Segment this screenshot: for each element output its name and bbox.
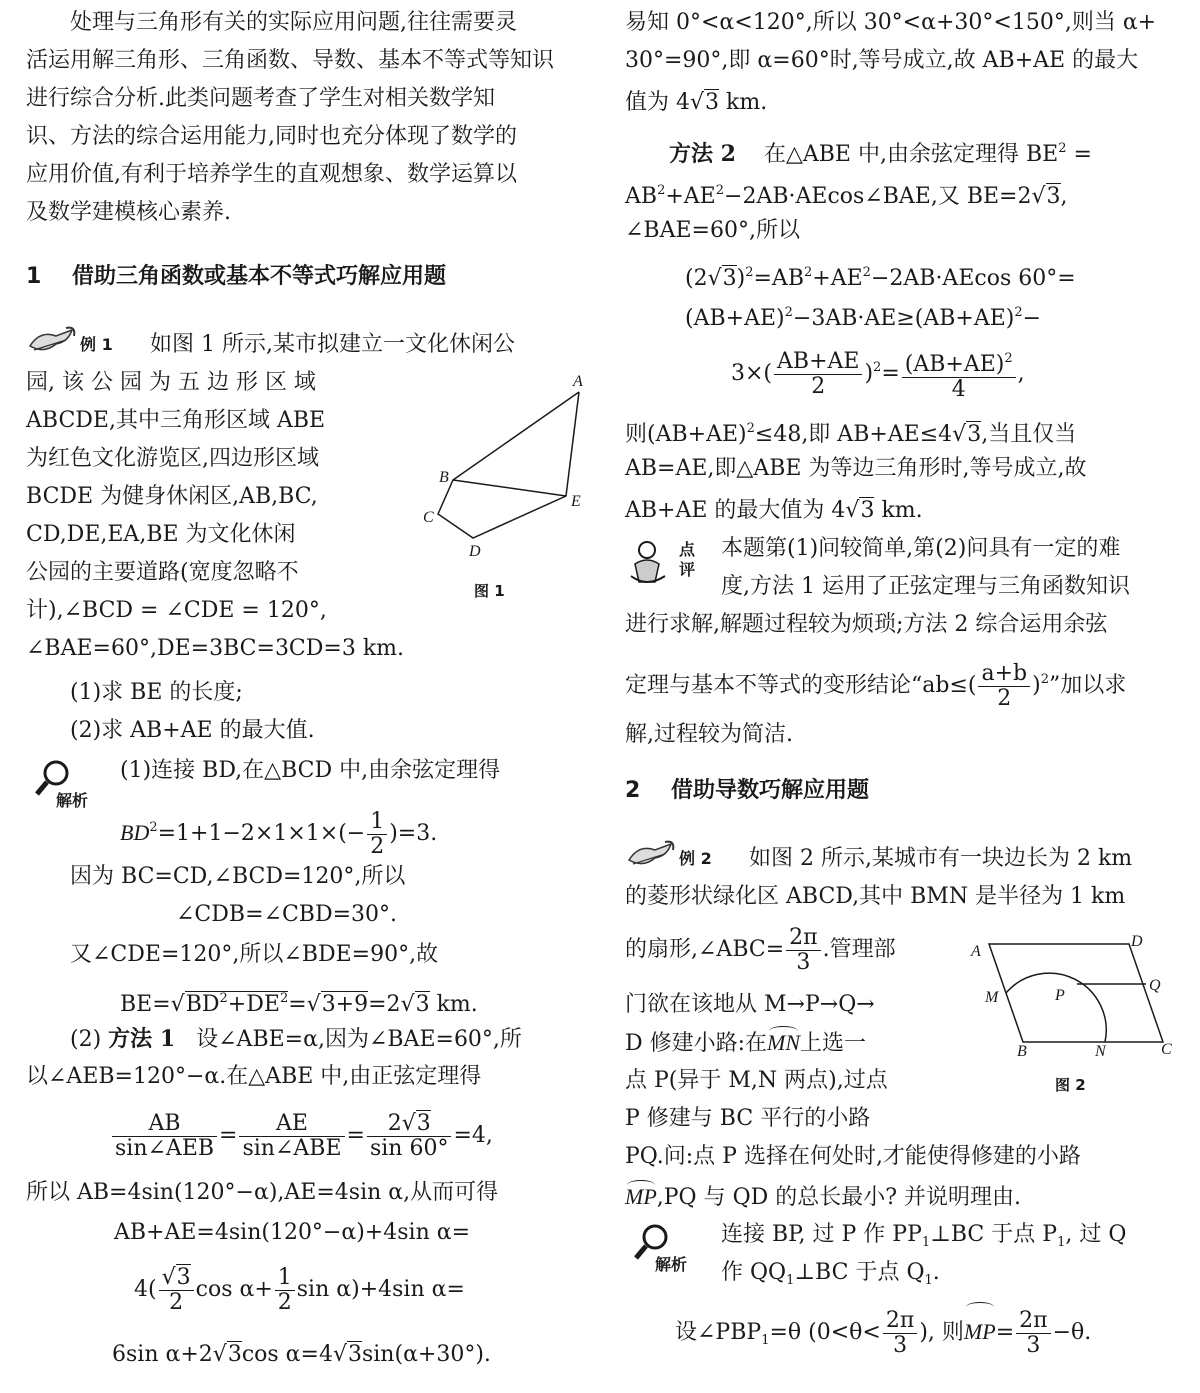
- figure-2-label: D: [1131, 933, 1143, 950]
- intro-line: 应用价值,有利于培养学生的直观想象、数学运算以: [26, 162, 517, 187]
- example-scroll-icon: [625, 838, 677, 872]
- figure-2-label: C: [1161, 1041, 1172, 1058]
- example-1-tag: 例 1: [80, 335, 113, 354]
- solution-line: 设$\angle PBP_1=\theta$ (0<θ< $\frac{2\pi}{3}$ ), 则MP= $\frac{2\pi}{3}$ −θ.: [675, 1304, 1091, 1369]
- text-line: 值为 4√3 km.: [625, 90, 768, 115]
- figure-2-label: M: [985, 989, 999, 1006]
- example-1-line: 计),∠BCD = ∠CDE = 120°,: [26, 598, 327, 623]
- figure-1-caption: 图 1: [474, 582, 505, 600]
- example-1-line: 公园的主要道路(宽度忽略不: [26, 560, 299, 585]
- method-2-line: ∠BAE=60°,所以: [625, 218, 800, 243]
- comment-line: 进行求解,解题过程较为烦琐;方法 2 综合运用余弦: [625, 612, 1108, 637]
- figure-1-label: E: [571, 493, 581, 510]
- intro-line: 识、方法的综合运用能力,同时也充分体现了数学的: [26, 124, 517, 149]
- example-scroll-icon: [26, 324, 78, 358]
- example-2-line: 点 P(异于 M,N 两点),过点: [625, 1068, 888, 1093]
- equation-sine-law: $\frac{AB}{\text{sin∠AEB}}$ = $\frac{AE}{\text{sin∠ABE}}$ = $\frac{2√3}{\sin 60^\circ}$ =4,: [110, 1106, 493, 1166]
- equation-sum-1: AB+AE=4sin(120°−α)+4sin α=: [114, 1220, 471, 1245]
- figure-2-label: B: [1017, 1043, 1027, 1060]
- comment-line: 度,方法 1 运用了正弦定理与三角函数知识: [721, 574, 1130, 599]
- example-2-line: 门欲在该地从 M→P→Q→: [625, 992, 875, 1017]
- example-2-tag: 例 2: [679, 849, 712, 868]
- example-1-line: CD,DE,EA,BE 为文化休闲: [26, 522, 296, 547]
- comment-line: 解,过程较为简洁.: [625, 722, 793, 747]
- figure-1-label: B: [439, 469, 449, 486]
- equation-sum-2: 4( $\frac{√3}{2}$ cos α+ $\frac{1}{2}$ sin α)+4sin α=: [134, 1264, 465, 1315]
- solution-line: 作 $QQ_1\perp BC$ 于点 $Q_1$.: [721, 1260, 940, 1288]
- method-1-line: 以∠AEB=120°−α.在△ABE 中,由正弦定理得: [26, 1064, 482, 1089]
- solution-line: 所以 AB=4sin(120°−α),AE=4sin α,从而可得: [26, 1180, 499, 1205]
- example-1-line: 为红色文化游览区,四边形区域: [26, 446, 319, 471]
- solution-line: 连接 BP, 过 P 作 $PP_1\perp BC$ 于点 $P_1$, 过 Q: [721, 1222, 1127, 1250]
- example-2-line: 的菱形状绿化区 ABCD,其中 BMN 是半径为 1 km: [625, 884, 1126, 909]
- intro-line: 进行综合分析.此类问题考查了学生对相关数学知: [26, 86, 495, 111]
- example-2-line: D 修建小路:在MN上选一: [625, 1028, 866, 1059]
- figure-2-label: N: [1095, 1043, 1106, 1060]
- example-1-line: BCDE 为健身休闲区,AB,BC,: [26, 484, 318, 509]
- figure-2-label: P: [1055, 987, 1065, 1004]
- equation-sum-3: 6sin α+2√3cos α=4√3sin(α+30°).: [112, 1342, 491, 1367]
- comment-figure-icon: [625, 536, 677, 588]
- text-line: AB=AE,即△ABE 为等边三角形时,等号成立,故: [625, 456, 1087, 481]
- equation-angles: ∠CDB=∠CBD=30°.: [176, 902, 397, 927]
- example-1-line: ∠BAE=60°,DE=3BC=3CD=3 km.: [26, 636, 405, 661]
- solution-line: 因为 BC=CD,∠BCD=120°,所以: [70, 864, 406, 889]
- section-title: 借助导数巧解应用题: [670, 778, 869, 803]
- example-2-line: MP,PQ 与 QD 的总长最小? 并说明理由.: [625, 1182, 1021, 1213]
- method-1-line: (2) 方法 1 设∠ABE=α,因为∠BAE=60°,所: [70, 1026, 522, 1052]
- equation-m2-1: $(2√3)^2=AB^2+AE^2-2AB\cdot AEcos$ 60°=: [685, 265, 1076, 291]
- equation-m2-3: 3×( $\frac{AB+AE}{2}$ )$^2$= $\frac{(AB+AE)^2}{4}$ ,: [731, 348, 1025, 402]
- figure-2-caption: 图 2: [1055, 1076, 1086, 1094]
- intro-line: 处理与三角形有关的实际应用问题,往往需要灵: [70, 10, 517, 35]
- example-2-line: P 修建与 BC 平行的小路: [625, 1106, 871, 1131]
- section-number: 1: [26, 264, 42, 289]
- question-1: (1)求 BE 的长度;: [70, 680, 243, 705]
- figure-1-label: A: [573, 373, 583, 390]
- text-line: 30°=90°,即 α=60°时,等号成立,故 AB+AE 的最大: [625, 48, 1139, 73]
- figure-1-label: C: [423, 509, 434, 526]
- section-number: 2: [625, 778, 641, 803]
- equation-bd: $BD^2=1+1-2\times 1\times 1\times(-$ $\frac{1}{2}$ )=3.: [120, 808, 438, 859]
- question-2: (2)求 AB+AE 的最大值.: [70, 718, 315, 743]
- example-1-line: 园, 该 公 园 为 五 边 形 区 域: [26, 370, 316, 395]
- text-line: 易知 0°<α<120°,所以 30°<α+30°<150°,则当 α+: [625, 10, 1157, 35]
- equation-be: $BE=√BD^2+DE^2=√3+9=2√3$ km.: [120, 991, 478, 1017]
- analysis-tag: 解析: [655, 1255, 688, 1274]
- figure-2-rhombus: [965, 928, 1175, 1068]
- method-2-line: $AB^2+AE^2-2AB\cdot AEcos\angle BAE$,又 BE=2√3,: [625, 183, 1068, 209]
- method-2-line: 方法 2 在△ABE 中,由余弦定理得 $BE^2$ =: [669, 141, 1092, 167]
- example-2-line: 的扇形,∠ABC= $\frac{2\pi}{3}$ .管理部: [625, 924, 896, 975]
- example-1-line: 如图 1 所示,某市拟建立一文化休闲公: [150, 332, 515, 357]
- solution-line: 又∠CDE=120°,所以∠BDE=90°,故: [70, 942, 439, 967]
- example-2-line: PQ.问:点 P 选择在何处时,才能使得修建的小路: [625, 1144, 1081, 1169]
- comment-tag: 点评: [679, 540, 696, 579]
- text-line: AB+AE 的最大值为 4√3 km.: [625, 498, 923, 523]
- comment-line: 本题第(1)问较简单,第(2)问具有一定的难: [721, 536, 1121, 561]
- example-1-line: ABCDE,其中三角形区域 ABE: [26, 408, 326, 433]
- intro-line: 活运用解三角形、三角函数、导数、基本不等式等知识: [26, 48, 555, 73]
- equation-m2-2: $(AB+AE)^2-3AB\cdot AE\ge(AB+AE)^2-$: [685, 305, 1042, 331]
- section-heading-1: [26, 262, 446, 292]
- analysis-tag: 解析: [56, 791, 89, 810]
- section-heading-2: [625, 776, 869, 806]
- figure-2-label: A: [971, 943, 981, 960]
- figure-1-pentagon: [401, 370, 591, 570]
- intro-line: 及数学建模核心素养.: [26, 200, 231, 225]
- figure-2-label: Q: [1149, 977, 1161, 994]
- example-2-line: 如图 2 所示,某城市有一块边长为 2 km: [749, 846, 1133, 871]
- text-line: 则$(AB+AE)^2\le 48$,即 AB+AE≤4√3,当且仅当: [625, 421, 1077, 447]
- figure-1-label: D: [469, 543, 481, 560]
- solution-line: (1)连接 BD,在△BCD 中,由余弦定理得: [120, 758, 501, 783]
- section-title: 借助三角函数或基本不等式巧解应用题: [71, 264, 446, 289]
- comment-line: 定理与基本不等式的变形结论“ab≤( $\frac{a+b}{2}$ )$^2$”加以求: [625, 660, 1127, 711]
